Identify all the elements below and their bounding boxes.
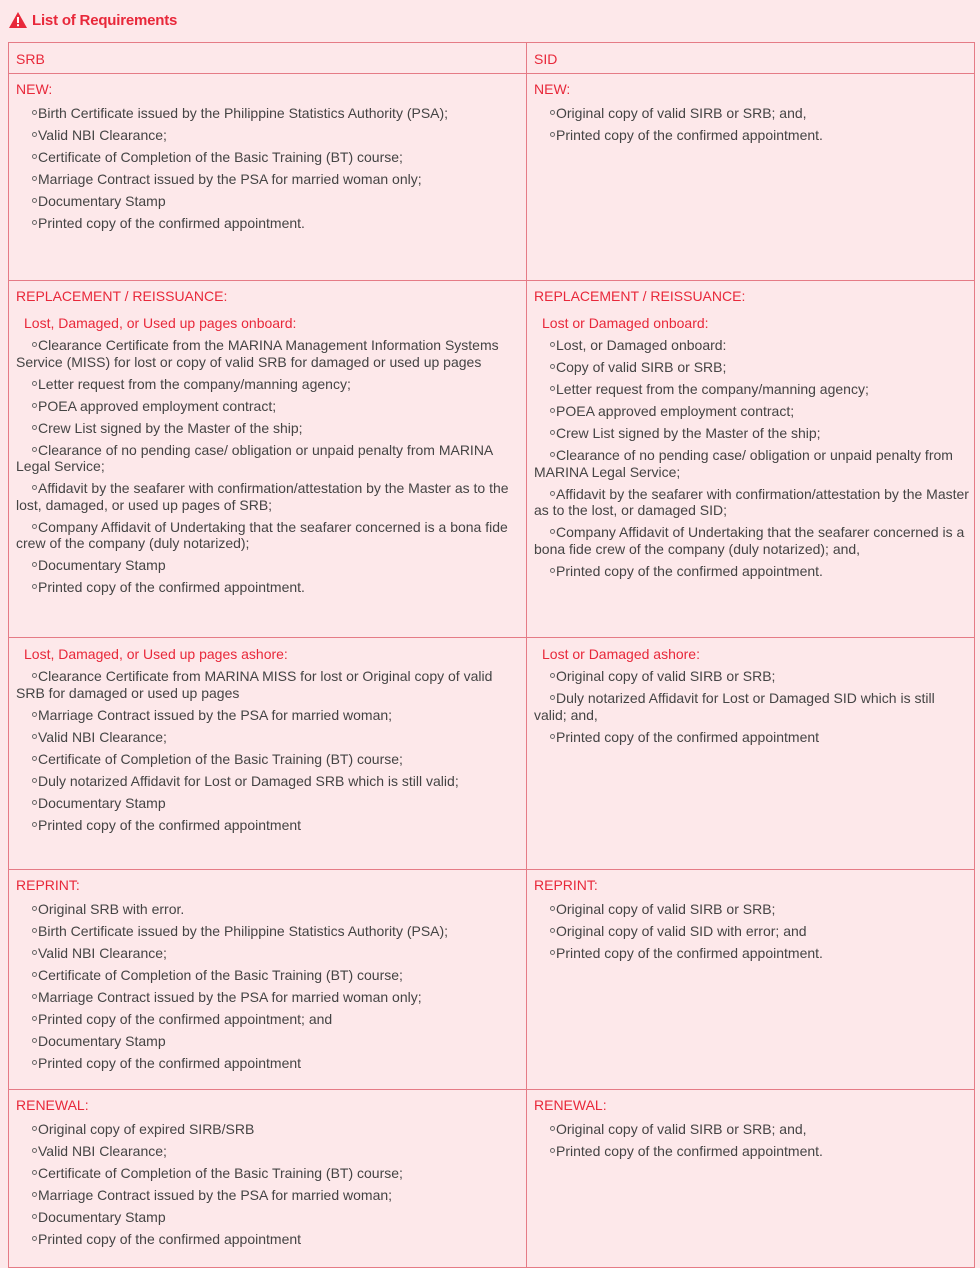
list-item-text: Printed copy of the confirmed appointment.	[38, 215, 305, 231]
sid-onboard-list	[534, 337, 970, 579]
bullet-icon	[32, 928, 37, 933]
sid-onboard-label: Lost or Damaged onboard:	[542, 315, 709, 331]
bullet-icon	[550, 1148, 555, 1153]
srb-column-header: SRB	[9, 43, 527, 74]
list-item	[534, 945, 970, 962]
list-item	[16, 171, 522, 188]
list-item-text: Printed copy of the confirmed appointment.	[38, 579, 305, 595]
list-item	[16, 773, 522, 790]
bullet-icon	[32, 734, 37, 739]
list-item-text: Original copy of valid SID with error; and	[556, 923, 807, 939]
bullet-icon	[32, 1236, 37, 1241]
list-item-text: Certificate of Completion of the Basic Training (BT) course;	[38, 1165, 403, 1181]
list-item-text: Original copy of expired SIRB/SRB	[38, 1121, 255, 1137]
list-item	[16, 1011, 522, 1028]
bullet-icon	[550, 529, 555, 534]
list-item	[534, 425, 970, 442]
list-item	[534, 923, 970, 940]
bullet-icon	[550, 430, 555, 435]
sid-ashore-list	[534, 668, 970, 745]
bullet-icon	[550, 364, 555, 369]
list-item	[16, 729, 522, 746]
list-item-text: Valid NBI Clearance;	[38, 127, 167, 143]
page-title-text: List of Requirements	[32, 11, 178, 29]
bullet-icon	[32, 1148, 37, 1153]
list-item	[16, 420, 522, 437]
bullet-icon	[32, 994, 37, 999]
list-item	[16, 105, 522, 122]
bullet-icon	[550, 673, 555, 678]
list-item-text: Clearance of no pending case/ obligation or unpaid penalty from MARINA Legal Service;	[534, 447, 953, 480]
bullet-icon	[32, 906, 37, 911]
list-item-text: Valid NBI Clearance;	[38, 728, 167, 745]
list-item	[16, 1165, 522, 1182]
list-item	[534, 381, 970, 398]
list-item-text: Documentary Stamp	[38, 557, 166, 573]
bullet-icon	[32, 176, 37, 181]
list-item	[16, 398, 522, 415]
bullet-icon	[32, 584, 37, 589]
bullet-icon	[32, 800, 37, 805]
list-item-text: Original SRB with error.	[38, 901, 185, 917]
list-item-text: Valid NBI Clearance;	[38, 1143, 167, 1159]
sid-renewal-label: RENEWAL:	[534, 1097, 607, 1113]
bullet-icon	[32, 381, 37, 386]
list-item-text: Printed copy of the confirmed appointment; and	[38, 1011, 333, 1027]
list-item-text: Original copy of valid SIRB or SRB; and,	[556, 105, 807, 121]
list-item-text: Certificate of Completion of the Basic Training (BT) course;	[38, 750, 403, 767]
list-item	[534, 690, 970, 723]
sid-reprint-label: REPRINT:	[534, 877, 598, 893]
bullet-icon	[550, 132, 555, 137]
list-item	[16, 149, 522, 166]
list-item	[534, 563, 970, 580]
srb-reprint-list	[16, 901, 522, 1072]
list-item	[16, 1055, 522, 1072]
list-item	[16, 668, 522, 701]
list-item-text: Clearance Certificate from the MARINA Management Information Systems Service (MISS) for lost or copy of valid SRB for damaged or used up pages	[16, 337, 499, 370]
list-item-text: Birth Certificate issued by the Philippine Statistics Authority (PSA);	[38, 105, 449, 121]
list-item	[16, 1231, 522, 1248]
list-item	[534, 359, 970, 376]
srb-renewal-list	[16, 1121, 522, 1248]
sid-replacement-label: REPLACEMENT / REISSUANCE:	[534, 288, 746, 304]
bullet-icon	[32, 1214, 37, 1219]
list-item	[16, 1209, 522, 1226]
bullet-icon	[32, 447, 37, 452]
bullet-icon	[550, 491, 555, 496]
list-item-text: Printed copy of the confirmed appointment.	[556, 945, 823, 961]
bullet-icon	[550, 408, 555, 413]
list-item-text: Printed copy of the confirmed appointment	[556, 728, 820, 745]
list-item-text: Letter request from the company/manning agency;	[38, 375, 351, 392]
bullet-icon	[32, 220, 37, 225]
sid-ashore-label: Lost or Damaged ashore:	[542, 646, 700, 662]
srb-renewal-label: RENEWAL:	[16, 1097, 89, 1113]
srb-onboard-label: Lost, Damaged, or Used up pages onboard:	[24, 315, 297, 331]
bullet-icon	[32, 1170, 37, 1175]
list-item	[16, 751, 522, 768]
list-item	[16, 579, 522, 596]
bullet-icon	[550, 568, 555, 573]
list-item	[16, 442, 522, 475]
bullet-icon	[32, 562, 37, 567]
list-item-text: Affidavit by the seafarer with confirmation/attestation by the Master as to the lost, damaged, or used up pages of SRB;	[16, 480, 509, 513]
warning-triangle-icon	[8, 11, 28, 29]
list-item	[16, 967, 522, 984]
srb-reprint-label: REPRINT:	[16, 877, 80, 893]
bullet-icon	[32, 950, 37, 955]
list-item-text: Printed copy of the confirmed appointment.	[556, 1143, 823, 1159]
list-item	[534, 901, 970, 918]
list-item-text: Crew List signed by the Master of the ship;	[38, 419, 303, 436]
bullet-icon	[32, 198, 37, 203]
list-item-text: Certificate of Completion of the Basic Training (BT) course;	[38, 149, 403, 165]
list-item-text: Marriage Contract issued by the PSA for married woman only;	[38, 989, 422, 1005]
bullet-icon	[32, 1038, 37, 1043]
list-item-text: Marriage Contract issued by the PSA for married woman;	[38, 1187, 393, 1203]
list-item-text: Printed copy of the confirmed appointment.	[556, 562, 823, 579]
list-item	[16, 519, 522, 552]
bullet-icon	[550, 110, 555, 115]
srb-onboard-list	[16, 337, 522, 596]
list-item	[534, 337, 970, 354]
list-item	[534, 524, 970, 557]
srb-new-list	[16, 105, 522, 232]
list-item	[16, 901, 522, 918]
bullet-icon	[32, 972, 37, 977]
bullet-icon	[32, 524, 37, 529]
bullet-icon	[550, 734, 555, 739]
sid-new-label: NEW:	[534, 81, 571, 97]
list-item-text: Certificate of Completion of the Basic Training (BT) course;	[38, 967, 403, 983]
list-item	[16, 127, 522, 144]
list-item	[16, 707, 522, 724]
list-item	[534, 105, 970, 122]
srb-replacement-label: REPLACEMENT / REISSUANCE:	[16, 288, 228, 304]
list-item-text: Crew List signed by the Master of the ship;	[556, 425, 821, 441]
bullet-icon	[32, 1192, 37, 1197]
list-item-text: Duly notarized Affidavit for Lost or Damaged SID which is still valid; and,	[534, 690, 935, 723]
list-item-text: Lost, or Damaged onboard:	[556, 337, 727, 353]
list-item-text: Letter request from the company/manning agency;	[556, 381, 869, 397]
list-item-text: Company Affidavit of Undertaking that the seafarer concerned is a bona fide crew of the company (duly notarized); and,	[534, 524, 965, 557]
list-item-text: Printed copy of the confirmed appointment	[38, 1055, 302, 1071]
bullet-icon	[32, 403, 37, 408]
list-item	[16, 215, 522, 232]
list-item-text: Clearance of no pending case/ obligation or unpaid penalty from MARINA Legal Service;	[16, 441, 493, 474]
sid-renewal-list	[534, 1121, 970, 1160]
list-item	[16, 1143, 522, 1160]
list-item	[16, 923, 522, 940]
list-item	[16, 945, 522, 962]
list-item-text: Affidavit by the seafarer with confirmation/attestation by the Master as to the lost, or damaged SID;	[534, 485, 969, 518]
list-item	[16, 376, 522, 393]
list-item-text: Printed copy of the confirmed appointment	[38, 1231, 302, 1247]
bullet-icon	[32, 822, 37, 827]
list-item-text: Original copy of valid SIRB or SRB;	[556, 901, 776, 917]
list-item	[534, 1143, 970, 1160]
list-item-text: Duly notarized Affidavit for Lost or Damaged SRB which is still valid;	[38, 772, 459, 789]
list-item-text: Valid NBI Clearance;	[38, 945, 167, 961]
bullet-icon	[32, 1016, 37, 1021]
list-item	[534, 668, 970, 685]
list-item	[16, 337, 522, 370]
list-item	[534, 447, 970, 480]
bullet-icon	[550, 695, 555, 700]
list-item-text: Printed copy of the confirmed appointment	[38, 816, 302, 833]
list-item-text: Original copy of valid SIRB or SRB;	[556, 668, 776, 684]
list-item	[534, 127, 970, 144]
bullet-icon	[32, 673, 37, 678]
list-item-text: Original copy of valid SIRB or SRB; and,	[556, 1121, 807, 1137]
list-item	[534, 729, 970, 746]
list-item	[534, 1121, 970, 1138]
srb-new-label: NEW:	[16, 81, 53, 97]
bullet-icon	[550, 386, 555, 391]
bullet-icon	[550, 950, 555, 955]
sid-reprint-list	[534, 901, 970, 962]
bullet-icon	[32, 154, 37, 159]
list-item	[16, 1033, 522, 1050]
bullet-icon	[32, 132, 37, 137]
bullet-icon	[32, 485, 37, 490]
sid-column-header: SID	[527, 43, 975, 74]
bullet-icon	[550, 1126, 555, 1131]
list-item	[16, 1121, 522, 1138]
list-item-text: Printed copy of the confirmed appointment.	[556, 127, 823, 143]
bullet-icon	[32, 342, 37, 347]
list-item-text: Company Affidavit of Undertaking that the seafarer concerned is a bona fide crew of the company (duly notarized);	[16, 518, 508, 551]
list-item	[16, 1187, 522, 1204]
list-item-text: Documentary Stamp	[38, 1209, 166, 1225]
list-item-text: Documentary Stamp	[38, 794, 166, 811]
requirements-table	[8, 42, 975, 1268]
list-item-text: Clearance Certificate from MARINA MISS for lost or Original copy of valid SRB for damaged or used up pages	[16, 668, 493, 701]
list-item	[16, 480, 522, 513]
bullet-icon	[32, 1126, 37, 1131]
list-item	[16, 193, 522, 210]
bullet-icon	[32, 712, 37, 717]
list-item-text: Marriage Contract issued by the PSA for married woman only;	[38, 171, 422, 187]
bullet-icon	[32, 756, 37, 761]
bullet-icon	[32, 778, 37, 783]
list-item-text: Documentary Stamp	[38, 1033, 166, 1049]
list-item-text: Documentary Stamp	[38, 193, 166, 209]
list-item-text: POEA approved employment contract;	[38, 397, 277, 414]
list-item-text: Marriage Contract issued by the PSA for married woman;	[38, 706, 393, 723]
srb-ashore-label: Lost, Damaged, or Used up pages ashore:	[24, 646, 288, 662]
list-item-text: Birth Certificate issued by the Philippine Statistics Authority (PSA);	[38, 923, 449, 939]
bullet-icon	[550, 342, 555, 347]
srb-ashore-list	[16, 668, 522, 833]
sid-new-list	[534, 105, 970, 144]
list-item	[534, 403, 970, 420]
bullet-icon	[32, 1060, 37, 1065]
list-item	[534, 486, 970, 519]
page-title	[8, 9, 177, 31]
list-item-text: Copy of valid SIRB or SRB;	[556, 359, 727, 375]
list-item-text: POEA approved employment contract;	[556, 403, 795, 419]
list-item	[16, 795, 522, 812]
bullet-icon	[550, 928, 555, 933]
list-item	[16, 557, 522, 574]
list-item	[16, 989, 522, 1006]
bullet-icon	[32, 110, 37, 115]
bullet-icon	[550, 906, 555, 911]
bullet-icon	[32, 425, 37, 430]
bullet-icon	[550, 452, 555, 457]
list-item	[16, 817, 522, 834]
